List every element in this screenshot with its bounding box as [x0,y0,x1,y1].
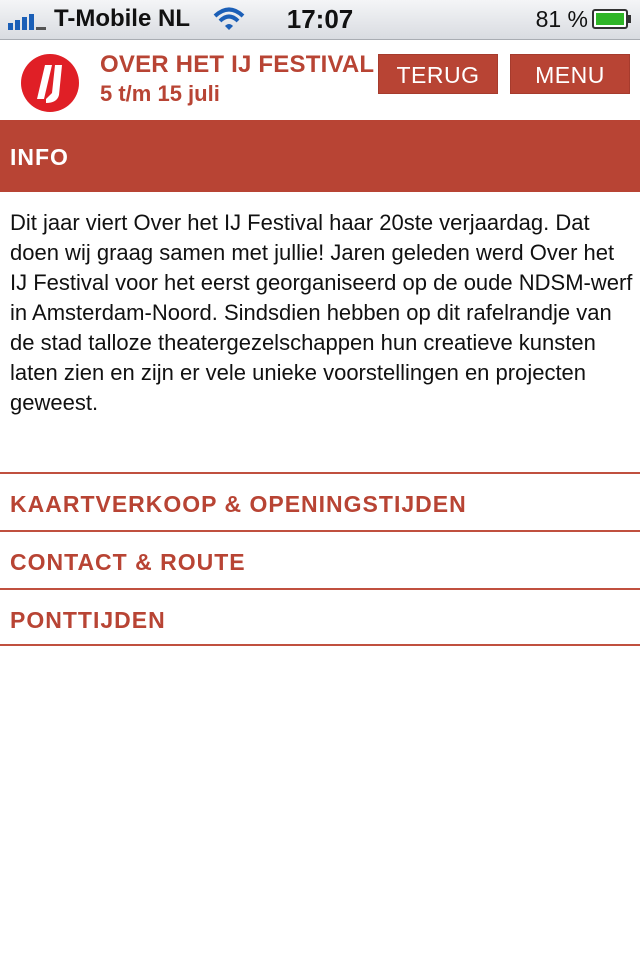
info-paragraph: Dit jaar viert Over het IJ Festival haar 20ste verjaardag. Dat doen wij graag samen met jullie! Jaren geleden werd Over het IJ Festival voor het eerst georganiseerd op de oude NDSM-werf in Amsterdam-Noord. Sindsdien hebben op dit rafelrandje van de stad talloze theatergezelschappen hun creatieve kunsten laten zien en zijn er vele unieke voorstellingen en projecten geweest. [10,210,633,415]
link-tickets-opening-hours[interactable]: KAARTVERKOOP & OPENINGSTIJDEN [0,472,640,530]
menu-button[interactable]: MENU [510,54,630,94]
festival-dates: 5 t/m 15 juli [100,81,220,106]
battery-percentage: 81 % [535,6,588,32]
link-contact-route[interactable]: CONTACT & ROUTE [0,530,640,588]
link-ferry-times[interactable]: PONTTIJDEN [0,588,640,646]
battery-icon [592,9,632,29]
back-button[interactable]: TERUG [378,54,498,94]
section-heading: INFO [0,120,640,192]
link-list [0,472,640,646]
page-title: OVER HET IJ FESTIVAL [100,51,375,78]
app-header [0,40,640,120]
carrier-name: T-Mobile NL [54,5,190,32]
status-bar [0,0,640,40]
festival-logo-icon[interactable] [20,53,80,113]
status-time: 17:07 [286,4,354,34]
